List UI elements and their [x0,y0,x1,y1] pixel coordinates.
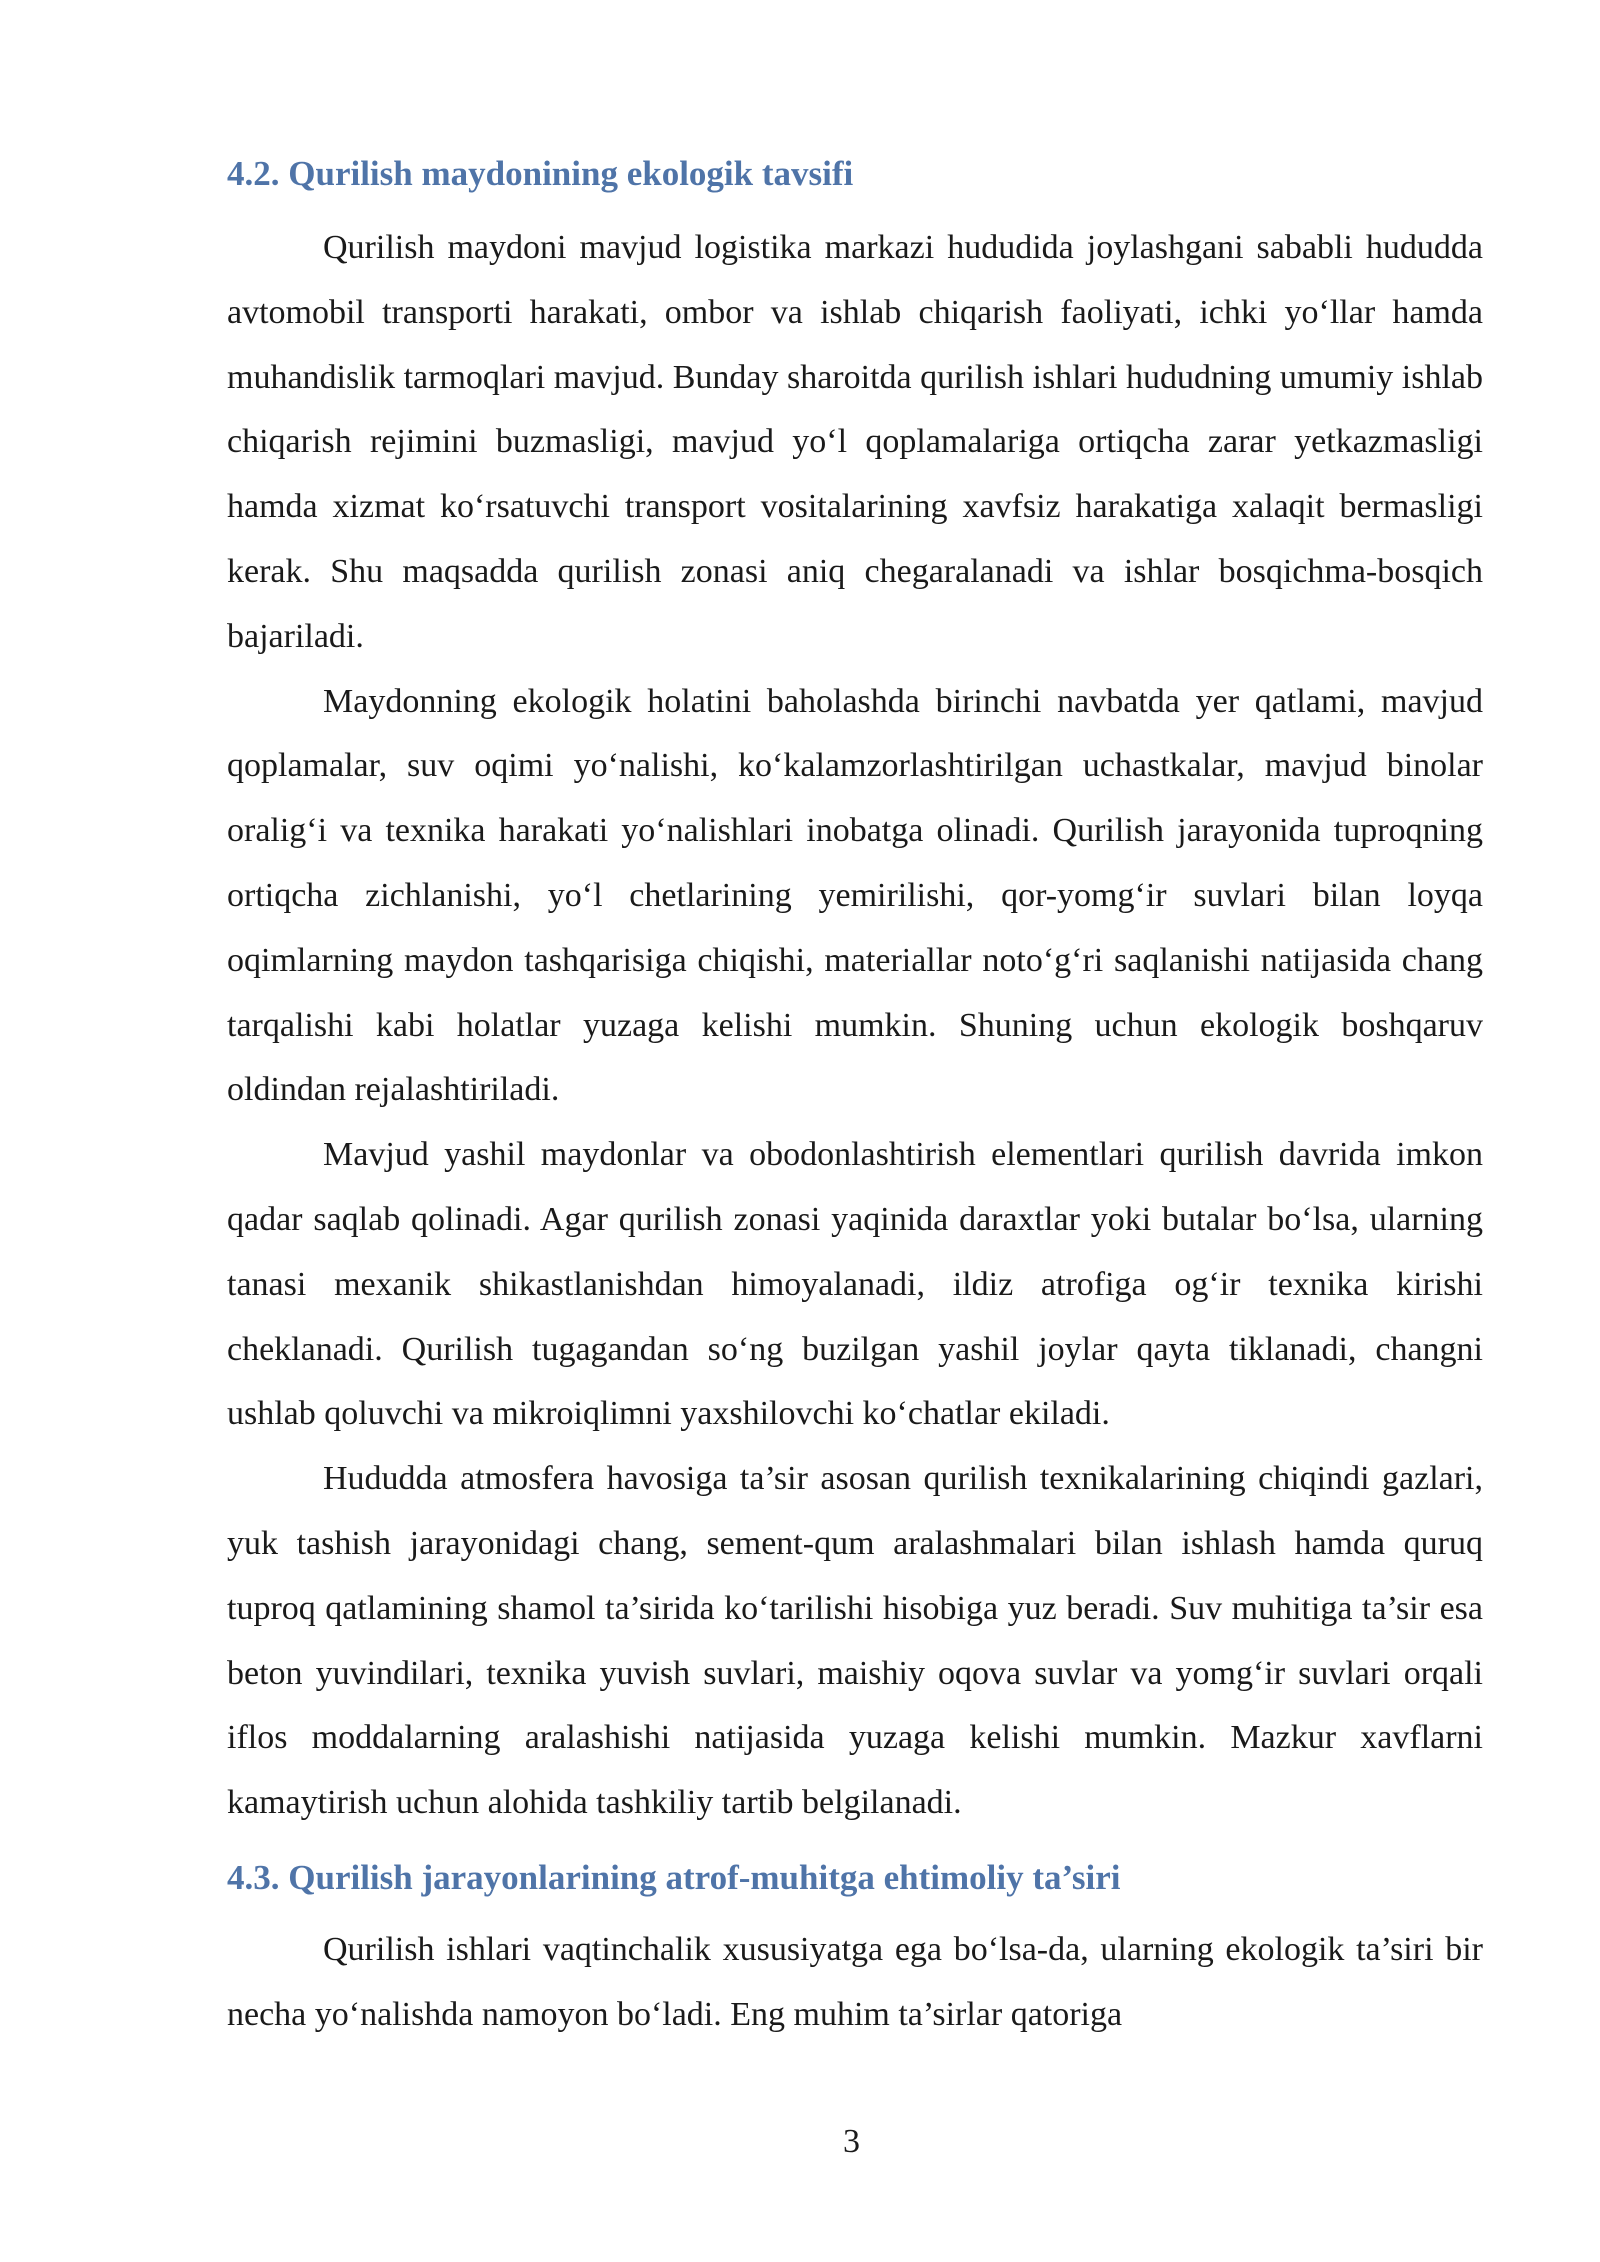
document-page [227,142,1483,2048]
paragraph: Qurilish maydoni mavjud logistika markazi hududida joylashgani sababli hududda avtomobil transporti harakati, ombor va ishlab chiqarish faoliyati, ichki yo‘llar hamda muhandislik tarmoqlari mavjud. Bunday sharoitda qurilish ishlari hududning umumiy ishlab chiqarish rejimini buzmasligi, mavjud yo‘l qoplamalariga ortiqcha zarar yetkazmasligi hamda xizmat ko‘rsatuvchi transport vositalarining xavfsiz harakatiga xalaqit bermasligi kerak. Shu maqsadda qurilish zonasi aniq chegaralanadi va ishlar bosqichma-bosqich bajariladi. [227,229,1483,655]
paragraph: Mavjud yashil maydonlar va obodonlashtirish elementlari qurilish davrida imkon qadar saqlab qolinadi. Agar qurilish zonasi yaqinida daraxtlar yoki butalar bo‘lsa, ularning tanasi mexanik shikastlanishdan himoyalanadi, ildiz atrofiga og‘ir texnika kirishi cheklanadi. Qurilish tugagandan so‘ng buzilgan yashil joylar qayta tiklanadi, changni ushlab qoluvchi va mikroiqlimni yaxshilovchi ko‘chatlar ekiladi. [227,1136,1483,1433]
paragraph: Qurilish ishlari vaqtinchalik xususiyatga ega bo‘lsa-da, ularning ekologik ta’siri bir necha yo‘nalishda namoyon bo‘ladi. Eng muhim ta’sirlar qatoriga [227,1930,1483,2033]
page-number: 3 [843,2123,860,2160]
section-heading-4-3: 4.3. Qurilish jarayonlarining atrof-muhitga ehtimoliy ta’siri [227,1857,1121,1897]
paragraph: Maydonning ekologik holatini baholashda birinchi navbatda yer qatlami, mavjud qoplamalar, suv oqimi yo‘nalishi, ko‘kalamzorlashtirilgan uchastkalar, mavjud binolar oralig‘i va texnika harakati yo‘nalishlari inobatga olinadi. Qurilish jarayonida tuproqning ortiqcha zichlanishi, yo‘l chetlarining yemirilishi, qor-yomg‘ir suvlari bilan loyqa oqimlarning maydon tashqarisiga chiqishi, materiallar noto‘g‘ri saqlanishi natijasida chang tarqalishi kabi holatlar yuzaga kelishi mumkin. Shuning uchun ekologik boshqaruv oldindan rejalashtiriladi. [227,682,1483,1109]
paragraph: Hududda atmosfera havosiga ta’sir asosan qurilish texnikalarining chiqindi gazlari, yuk tashish jarayonidagi chang, sement-qum aralashmalari bilan ishlash hamda quruq tuproq qatlamining shamol ta’sirida ko‘tarilishi hisobiga yuz beradi. Suv muhitiga ta’sir esa beton yuvindilari, texnika yuvish suvlari, maishiy oqova suvlar va yomg‘ir suvlari orqali iflos moddalarning aralashishi natijasida yuzaga kelishi mumkin. Mazkur xavflarni kamaytirish uchun alohida tashkiliy tartib belgilanadi. [227,1460,1483,1822]
section-heading-4-2: 4.2. Qurilish maydonining ekologik tavsifi [227,154,854,193]
